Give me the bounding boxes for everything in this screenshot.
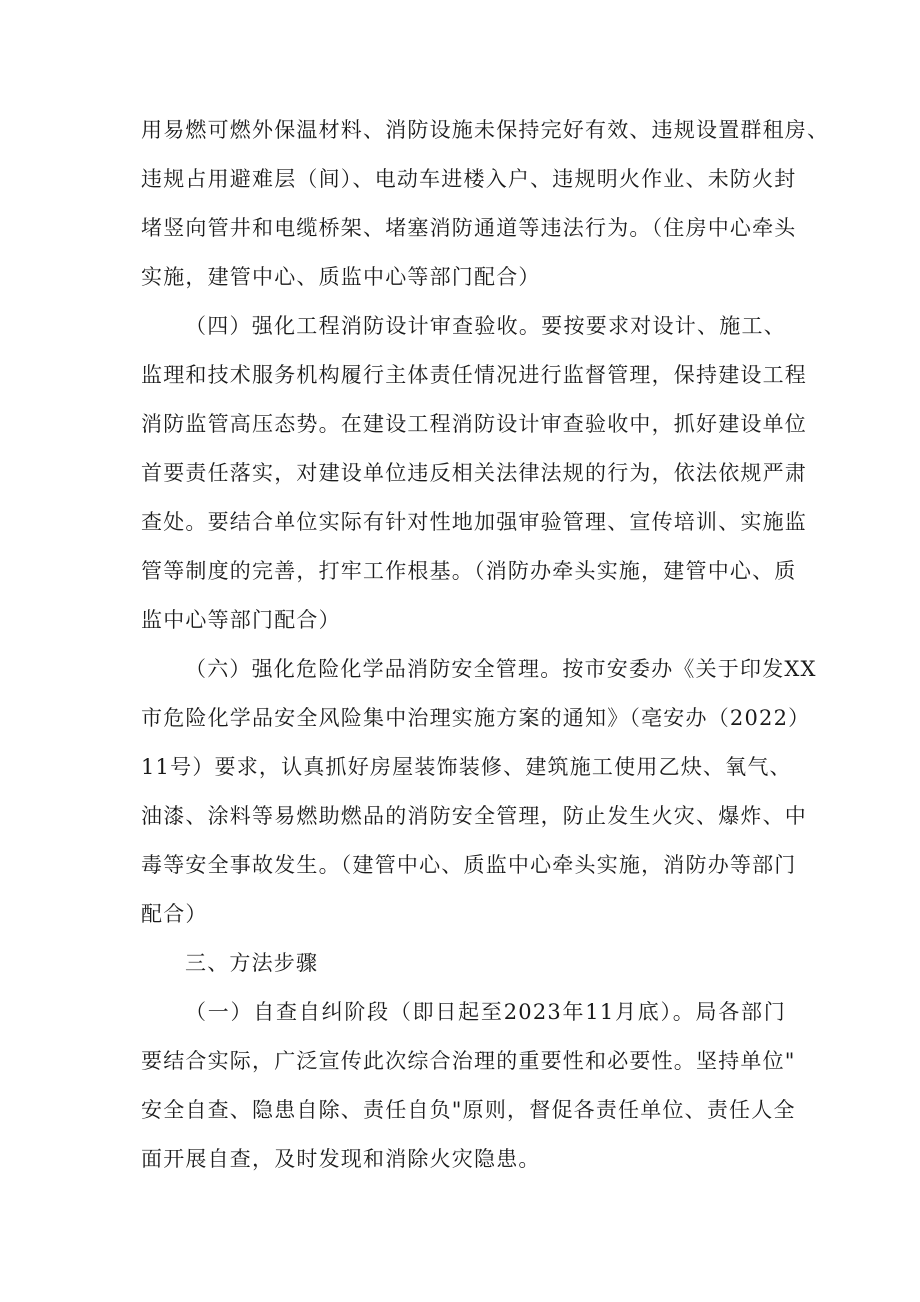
text-line: 查处。要结合单位实际有针对性地加强审验管理、宣传培训、实施监 xyxy=(141,510,807,534)
text-line: 堵竖向管井和电缆桥架、堵塞消防通道等违法行为。（住房中心牵头 xyxy=(141,216,797,240)
text-line: 违规占用避难层（间）、电动车进楼入户、违规明火作业、未防火封 xyxy=(141,167,797,191)
text-line: 配合） xyxy=(141,902,208,926)
text-line: （一）自查自纠阶段（即日起至2023年11月底）。局各部门 xyxy=(185,1000,786,1024)
text-line: 监中心等部门配合） xyxy=(141,608,341,632)
text-line: 实施，建管中心、质监中心等部门配合） xyxy=(141,265,541,289)
text-line: 首要责任落实，对建设单位违反相关法律法规的行为，依法依规严肃 xyxy=(141,461,807,485)
text-line: 毒等安全事故发生。（建管中心、质监中心牵头实施，消防办等部门 xyxy=(141,853,797,877)
text-line: 用易燃可燃外保温材料、消防设施未保持完好有效、违规设置群租房、 xyxy=(141,118,830,142)
text-line: 油漆、涂料等易燃助燃品的消防安全管理，防止发生火灾、爆炸、中 xyxy=(141,804,807,828)
text-line: 面开展自查，及时发现和消除火灾隐患。 xyxy=(141,1147,541,1171)
text-line: 要结合实际，广泛宣传此次综合治理的重要性和必要性。坚持单位" xyxy=(141,1049,796,1073)
text-line: （六）强化危险化学品消防安全管理。按市安委办《关于印发XX xyxy=(185,657,817,681)
section-heading: 三、方法步骤 xyxy=(185,951,319,975)
text-line: 安全自查、隐患自除、责任自负"原则，督促各责任单位、责任人全 xyxy=(141,1098,796,1122)
text-line: 管等制度的完善，打牢工作根基。（消防办牵头实施，建管中心、质 xyxy=(141,559,797,583)
text-line: 消防监管高压态势。在建设工程消防设计审查验收中，抓好建设单位 xyxy=(141,412,807,436)
text-line: 市危险化学品安全风险集中治理实施方案的通知》（亳安办（2022） xyxy=(141,706,811,730)
text-line: （四）强化工程消防设计审查验收。要按要求对设计、施工、 xyxy=(185,314,786,338)
text-line: 11号）要求，认真抓好房屋装饰装修、建筑施工使用乙炔、氧气、 xyxy=(141,755,792,779)
text-line: 监理和技术服务机构履行主体责任情况进行监督管理，保持建设工程 xyxy=(141,363,807,387)
